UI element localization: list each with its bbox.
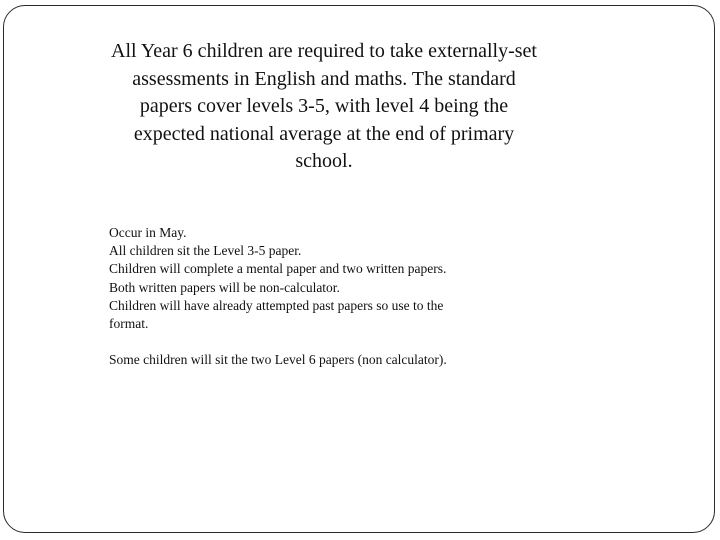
- note-item: All children sit the Level 3-5 paper.: [109, 243, 302, 259]
- note-item: Children will have already attempted past papers so use to the format.: [109, 297, 444, 332]
- notes-list: [109, 224, 469, 369]
- note-item: Occur in May.: [109, 225, 187, 240]
- note-item: Children will complete a mental paper and two written papers.: [109, 261, 447, 277]
- slide-frame: [3, 5, 715, 533]
- note-item: Both written papers will be non-calculator.: [109, 279, 340, 295]
- note-item: Some children will sit the two Level 6 papers (non calculator).: [109, 352, 447, 368]
- slide-heading: All Year 6 children are required to take externally-set assessments in English and maths. The standard papers cover levels 3-5, with level 4 being the expected national average at the end of primary school.: [111, 40, 537, 172]
